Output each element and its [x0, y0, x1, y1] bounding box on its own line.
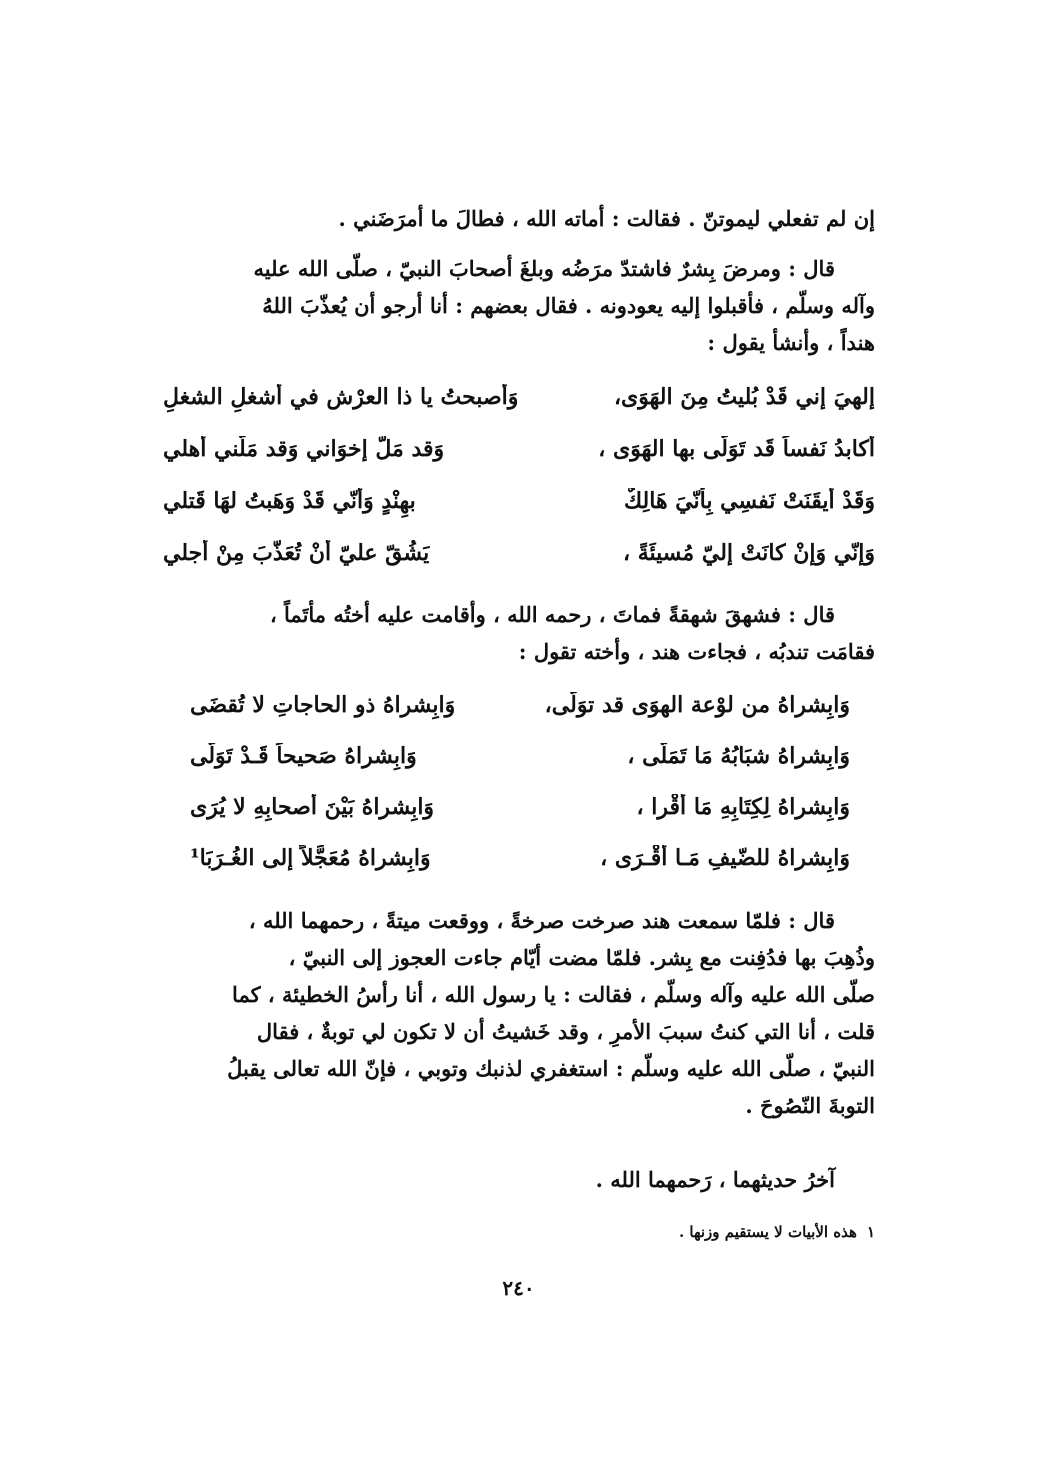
text-line: فقامَت تندبُه ، فجاءت هند ، وأخته تقول : — [518, 639, 875, 664]
verse-right-hemistich: وَقَدْ أيقَنَتْ نَفسِي بِأنّيَ هَالِكٌ — [624, 488, 875, 514]
poem-2 — [190, 692, 850, 896]
footnote — [163, 1223, 875, 1241]
verse-right-hemistich: وَابِشراهُ للضّيفِ مَـا أقْـرَى ، — [600, 845, 850, 871]
verse-right-hemistich: أُكابدُ نَفساً قَد تَوَلّى بها الهَوَى ، — [598, 436, 875, 462]
text-line: صلّى الله عليه وآله وسلّم ، فقالت : يا رسول الله ، أنا رأسُ الخطيئة ، كما — [232, 982, 875, 1007]
paragraph-3 — [163, 596, 875, 670]
footnote-text: هذه الأبيات لا يستقيم وزنها . — [678, 1223, 857, 1241]
text-line: وآله وسلّم ، فأقبلوا إليه يعودونه . فقال بعضهم : أنا أرجو أن يُعذّبَ اللهُ — [262, 293, 875, 318]
poem-verse — [190, 845, 850, 896]
verse-left-hemistich: وَابِشراهُ ذو الحاجاتِ لا تُقضَى — [190, 692, 456, 718]
poem-verse — [190, 794, 850, 845]
poem-verse — [163, 436, 875, 488]
verse-left-hemistich: يَشُقّ عليّ أنْ تُعَذَّبَ مِنْ أجلي — [163, 540, 430, 566]
text-line: النبيّ ، صلّى الله عليه وسلّم : استغفري لذنبك وتوبي ، فإنّ الله تعالى يقبلُ — [227, 1056, 875, 1081]
verse-left-hemistich: وَقد مَلّ إخوَاني وَقد مَلّني أهلي — [163, 436, 445, 462]
text-line: وذُهِبَ بها فدُفِنت مع بِشر. فلمّا مضت أيّام جاءت العجوز إلى النبيّ ، — [288, 945, 875, 970]
verse-left-hemistich: بهِنْدٍ وَأنّي قَدْ وَهَبتُ لهَا قَتلي — [163, 488, 416, 514]
paragraph-5 — [163, 1161, 875, 1198]
text-line: قال : ومرضَ بِشرٌ فاشتدّ مرَضُه وبلغَ أصحابَ النبيّ ، صلّى الله عليه — [253, 256, 835, 281]
poem-verse — [163, 488, 875, 540]
poem-verse — [163, 540, 875, 592]
text-line: إن لم تفعلي ليموتنّ . فقالت : أماته الله ، فطالَ ما أمرَضَني . — [338, 206, 875, 231]
verse-right-hemistich: وَابِشراهُ من لوْعة الهوَى قد توَلّى، — [544, 692, 850, 718]
verse-right-hemistich: وَابِشراهُ لِكِتَابِهِ مَا أقْرا ، — [636, 794, 850, 820]
text-line: آخرُ حديثهما ، رَحمهما الله . — [595, 1167, 835, 1192]
text-line: هنداً ، وأنشأ يقول : — [707, 330, 875, 355]
text-line: التوبةَ النّصُوحَ . — [745, 1093, 875, 1118]
paragraph-4 — [163, 902, 875, 1124]
paragraph-2 — [163, 250, 875, 361]
paragraph-1 — [163, 200, 875, 237]
verse-right-hemistich: وَإنّي وَإنْ كانَتْ إليّ مُسيئَةً ، — [622, 540, 875, 566]
poem-1 — [163, 384, 875, 592]
poem-verse — [190, 743, 850, 794]
page-number: ٢٤٠ — [502, 1276, 535, 1300]
poem-verse — [190, 692, 850, 743]
verse-right-hemistich: إلهيَ إني قَدْ بُليتُ مِنَ الهَوَى، — [613, 384, 875, 410]
poem-verse — [163, 384, 875, 436]
verse-left-hemistich: وَابِشراهُ صَحيحاً قَـدْ تَوَلّى — [190, 743, 417, 769]
text-line: قال : فشهقَ شهقةً فماتَ ، رحمه الله ، وأقامت عليه أختُه مأتَماً ، — [269, 602, 835, 627]
verse-right-hemistich: وَابِشراهُ شبَابُهُ مَا تَمَلّى ، — [627, 743, 850, 769]
verse-left-hemistich: وَأصبحتُ يا ذا العرْش في أشغلِ الشغلِ — [163, 384, 519, 410]
text-line: قلت ، أنا التي كنتُ سببَ الأمرِ ، وقد خَشيتُ أن لا تكون لي توبةٌ ، فقال — [256, 1019, 875, 1044]
text-line: قال : فلمّا سمعت هند صرخت صرخةً ، ووقعت ميتةً ، رحمهما الله ، — [248, 908, 835, 933]
verse-left-hemistich: وَابِشراهُ مُعَجَّلاً إلى الغُـرَبَا¹ — [190, 845, 431, 871]
footnote-number: ١ — [866, 1223, 875, 1241]
verse-left-hemistich: وَابِشراهُ بَيْنَ أصحابِهِ لا يُرَى — [190, 794, 435, 820]
